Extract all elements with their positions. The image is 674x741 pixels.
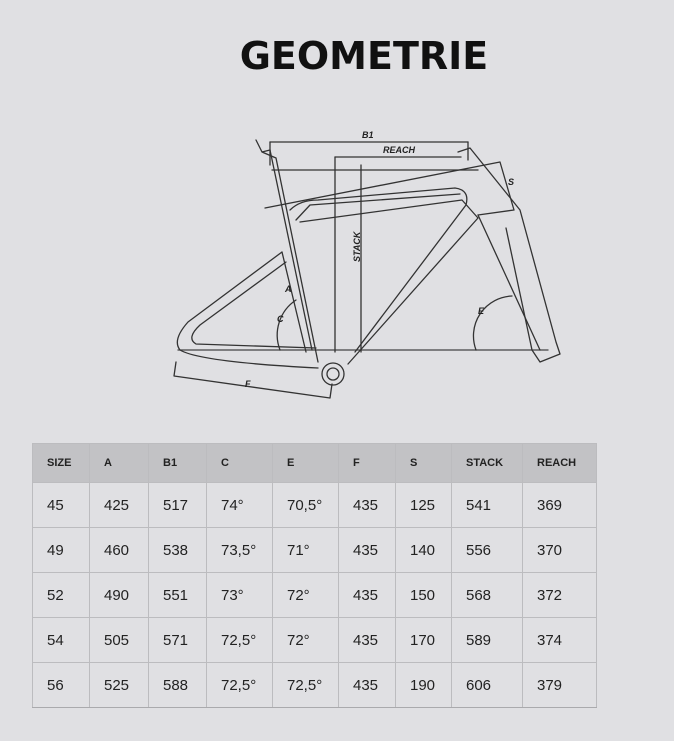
cell-size: 52: [33, 573, 90, 618]
header-f: F: [339, 444, 396, 483]
table-row: [33, 483, 597, 528]
cell-b1: 538: [149, 528, 207, 573]
header-a: A: [90, 444, 149, 483]
header-c: C: [207, 444, 273, 483]
table-row: [33, 663, 597, 708]
cell-b1: 588: [149, 663, 207, 708]
cell-c: 73,5°: [207, 528, 273, 573]
cell-b1: 517: [149, 483, 207, 528]
table-row: [33, 573, 597, 618]
cell-e: 72°: [273, 618, 339, 663]
cell-c: 73°: [207, 573, 273, 618]
header-reach: REACH: [523, 444, 597, 483]
header-size: SIZE: [33, 444, 90, 483]
label-c: C: [277, 314, 284, 324]
label-a: A: [285, 284, 292, 294]
cell-size: 49: [33, 528, 90, 573]
cell-c: 72,5°: [207, 663, 273, 708]
cell-f: 435: [339, 618, 396, 663]
cell-f: 435: [339, 663, 396, 708]
cell-a: 425: [90, 483, 149, 528]
cell-b1: 571: [149, 618, 207, 663]
cell-e: 71°: [273, 528, 339, 573]
cell-s: 170: [396, 618, 452, 663]
page-title: GEOMETRIE: [239, 34, 489, 78]
label-s: S: [508, 177, 515, 187]
cell-c: 72,5°: [207, 618, 273, 663]
cell-reach: 379: [523, 663, 597, 708]
cell-f: 435: [339, 528, 396, 573]
table-row: [33, 528, 597, 573]
header-e: E: [273, 444, 339, 483]
cell-stack: 568: [452, 573, 523, 618]
cell-e: 72,5°: [273, 663, 339, 708]
table-row: [33, 618, 597, 663]
cell-f: 435: [339, 573, 396, 618]
cell-reach: 372: [523, 573, 597, 618]
cell-e: 72°: [273, 573, 339, 618]
cell-f: 435: [339, 483, 396, 528]
cell-a: 525: [90, 663, 149, 708]
label-b1: B1: [362, 130, 374, 140]
label-reach: REACH: [383, 145, 416, 155]
cell-s: 190: [396, 663, 452, 708]
cell-e: 70,5°: [273, 483, 339, 528]
cell-stack: 606: [452, 663, 523, 708]
cell-stack: 589: [452, 618, 523, 663]
cell-stack: 541: [452, 483, 523, 528]
table-header-row: [33, 444, 597, 483]
cell-reach: 369: [523, 483, 597, 528]
cell-s: 140: [396, 528, 452, 573]
cell-s: 125: [396, 483, 452, 528]
cell-size: 45: [33, 483, 90, 528]
cell-s: 150: [396, 573, 452, 618]
cell-size: 54: [33, 618, 90, 663]
cell-reach: 370: [523, 528, 597, 573]
label-e: E: [478, 306, 485, 316]
header-b1: B1: [149, 444, 207, 483]
label-stack: STACK: [352, 231, 362, 262]
cell-b1: 551: [149, 573, 207, 618]
cell-stack: 556: [452, 528, 523, 573]
header-s: S: [396, 444, 452, 483]
frame-geometry-diagram: [160, 118, 580, 418]
cell-c: 74°: [207, 483, 273, 528]
geometry-table: [32, 443, 597, 708]
cell-a: 460: [90, 528, 149, 573]
label-f: F: [245, 379, 251, 389]
header-stack: STACK: [452, 444, 523, 483]
cell-size: 56: [33, 663, 90, 708]
cell-a: 505: [90, 618, 149, 663]
cell-reach: 374: [523, 618, 597, 663]
cell-a: 490: [90, 573, 149, 618]
